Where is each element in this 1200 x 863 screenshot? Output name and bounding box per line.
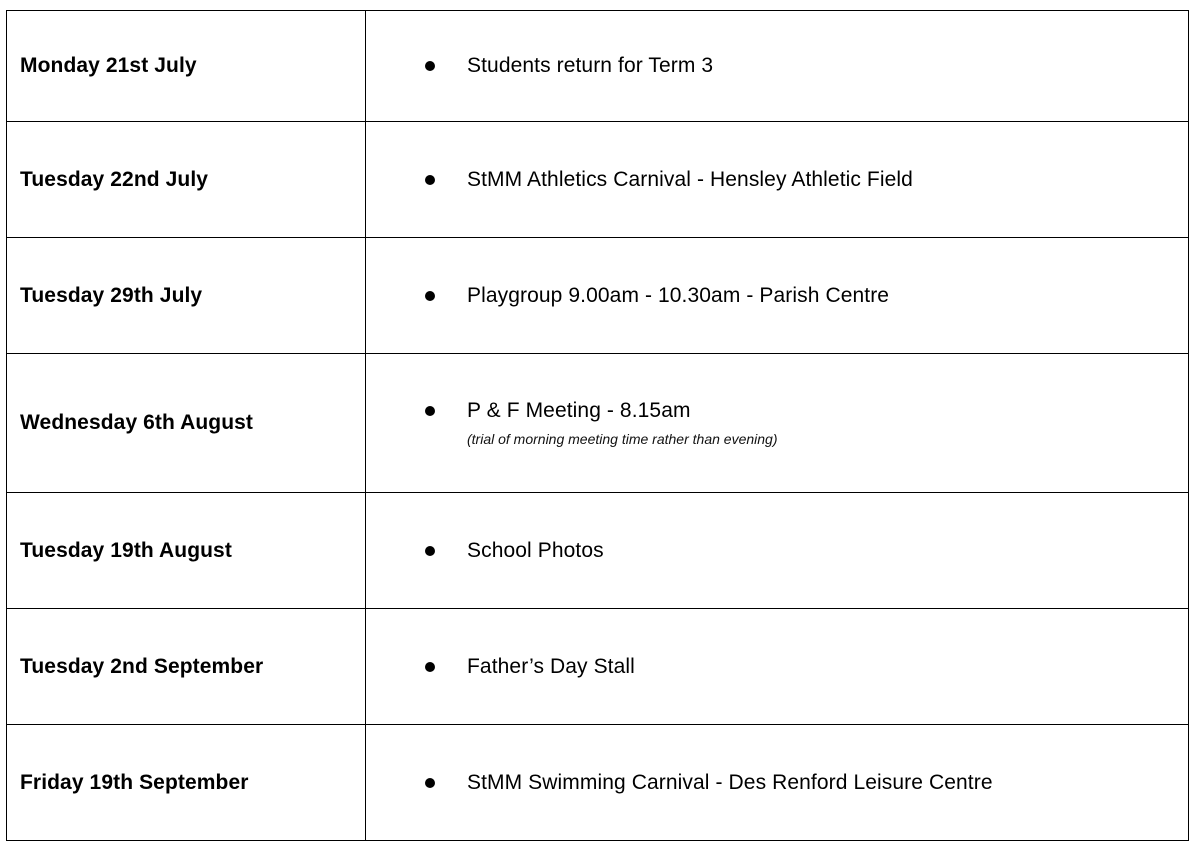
bullet-icon xyxy=(425,778,435,788)
table-row xyxy=(7,725,1189,841)
event-bullet-item xyxy=(425,284,1188,308)
bullet-icon xyxy=(425,662,435,672)
event-cell xyxy=(366,11,1189,122)
event-bullet-item xyxy=(425,771,1188,795)
bullet-icon xyxy=(425,61,435,71)
table-row xyxy=(7,493,1189,609)
event-cell xyxy=(366,725,1189,841)
bullet-icon xyxy=(425,406,435,416)
event-description: Father’s Day Stall xyxy=(467,654,635,678)
event-bullet-item xyxy=(425,399,1188,423)
table-row xyxy=(7,11,1189,122)
event-date: Tuesday 2nd September xyxy=(7,609,366,725)
event-cell xyxy=(366,493,1189,609)
event-date: Monday 21st July xyxy=(7,11,366,122)
event-date: Friday 19th September xyxy=(7,725,366,841)
event-cell xyxy=(366,238,1189,354)
event-bullet-item xyxy=(425,54,1188,78)
event-description: Students return for Term 3 xyxy=(467,54,714,77)
event-cell xyxy=(366,122,1189,238)
event-description: School Photos xyxy=(467,538,604,562)
table-row xyxy=(7,238,1189,354)
event-cell xyxy=(366,609,1189,725)
event-date: Tuesday 19th August xyxy=(7,493,366,609)
event-date: Tuesday 22nd July xyxy=(7,122,366,238)
event-cell xyxy=(366,354,1189,493)
bullet-icon xyxy=(425,291,435,301)
event-description: P & F Meeting - 8.15am xyxy=(467,399,691,422)
bullet-icon xyxy=(425,175,435,185)
events-calendar-table xyxy=(6,10,1189,841)
bullet-icon xyxy=(425,546,435,556)
event-bullet-item xyxy=(425,655,1188,679)
table-row xyxy=(7,354,1189,493)
event-date: Tuesday 29th July xyxy=(7,238,366,354)
event-description: Playgroup 9.00am - 10.30am - Parish Centre xyxy=(467,283,890,307)
table-row xyxy=(7,609,1189,725)
event-description: StMM Athletics Carnival - Hensley Athletic Field xyxy=(467,167,913,191)
table-row xyxy=(7,122,1189,238)
event-bullet-item xyxy=(425,168,1188,192)
event-description: StMM Swimming Carnival - Des Renford Leisure Centre xyxy=(467,770,993,794)
event-bullet-item xyxy=(425,539,1188,563)
event-date: Wednesday 6th August xyxy=(7,354,366,493)
event-note: (trial of morning meeting time rather than evening) xyxy=(467,431,778,447)
